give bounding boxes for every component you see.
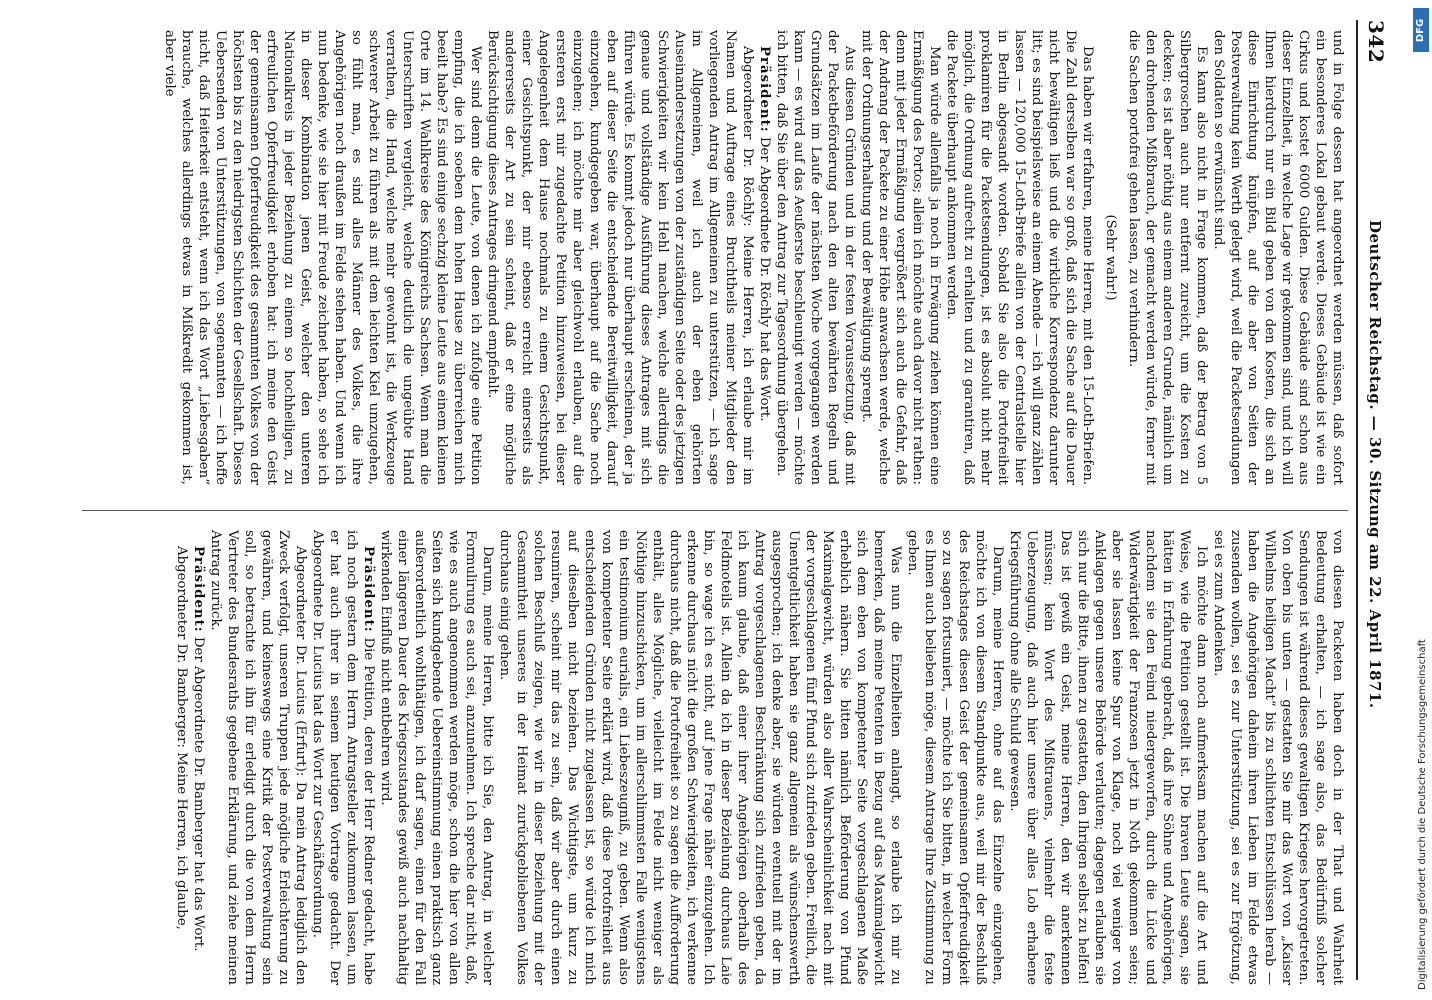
speaker-label: Präsident: bbox=[191, 546, 206, 633]
speaker-label: Präsident: bbox=[361, 546, 376, 633]
speaker-label: Präsident: bbox=[757, 46, 772, 133]
body-paragraph: Was nun die Einzelheiten anlangt, so erlaube ich mir zu bemerken, daß meine Petenten in Bezug auf das Maximalgewicht sich dem eben von kompetenter Seite vorgeschlagenen Maße erheblich nähern. Sie bitten nämlich Beförderung von Pfund Maximalgewicht, würden also aller Wahrscheinlichkeit nach mit der vorgeschlagenen fünf Pfund sich zufrieden geben. Freilich, die Unentgeltlichkeit haben sie ganz allgemein als wünschenswerth ausgesprochen; ich denke aber, sie würden eventuell mit der im Antrag vorgeschlagenen Beschränkung sich zufrieden geben, da ich kaum glaube, daß einer ihrer Angehörigen oberhalb des Feldmoteils ist. Allein da ich in dieser Beziehung durchaus Laie bin, so wage ich es nicht, auf jene Frage näher einzugehen. Ich erkenne durchaus nicht die großen Schwierigkeiten, ich verkenne durchaus nicht, daß die Portofreiheit so zu sagen die Aufforderung enthält, alles Mögliche, vielleicht im Felde nicht weniger als Nöthige hinzuschicken, um im allerschlimmsten Falle wenigstens ein testimonium eurialis, ein Liebeszeugniß, zu geben. Wenn also von kompetenter Seite erklärt wird, daß diese Portofreiheit aus entscheidenden Gründen nicht zugelassen ist, so würde ich mich auf dieselben nicht beziehen. Das Wichtigste, um kurz zu resumiren, scheint mir das zu sein, daß wir aber durch einen solchen Beschluß zeigen, wie wir in dieser Beziehung mit der Gesammtheit unseres in der Heimat zurückgebliebenen Volkes durchaus einig gehen. bbox=[497, 530, 903, 985]
running-head bbox=[1358, 20, 1392, 980]
header-rule bbox=[1356, 20, 1358, 980]
page-number: 342 bbox=[1364, 20, 1388, 64]
speaker-paragraph bbox=[309, 530, 377, 985]
body-paragraph: Aus diesen Gründen und in der festen Voraussetzung, daß mit der Packetbeförderung nach den alten bewährten Regeln und Grundsätzen im Laufe der nächsten Woche vorgegangen werden kann — es wird auf das Aeußerste beschleunigt werden — möchte ich bitten, daß Sie über den Antrag zur Tagesordnung übergehen. bbox=[774, 30, 857, 485]
attribution-strip bbox=[1410, 0, 1432, 1000]
body-paragraph: Darum, meine Herren, bitte ich Sie, den Antrag, in welcher Formulirung es auch sei, anzunehmen. Ich spreche dar nicht, daß, wie es auch angenommen werden möge, schon die hier von allen Seiten sich kundgebende Uebereinstimmung einen praktisch ganz außerordentlich wohlthätigen, ich darf sagen, einen für den Fall einer längeren Dauer des Kriegszustandes gewiß auch nachhaltig wirkenden Einfluß nicht entbehren wird. bbox=[378, 530, 495, 985]
speaker-text: Der Abgeordnete Dr. Röchly hat das Wort. bbox=[757, 132, 772, 422]
body-paragraph: Man würde allenfalls ja noch in Erwägung ziehen können eine Ermäßigung des Portos; allein ich möchte auch davor nicht rathen: denn mit jeder Ermäßigung vergrößert sich auch die Gefahr, daß der Andrang der Packete zu einer Höhe anwachsen werde, welche mit der Ordnungserhaltung und der Bewältigung sprengt. bbox=[859, 30, 942, 485]
body-paragraph: Wer sind denn die Leute, von denen ich zufolge eine Petition empfing, die ich soeben dem hohen Hause zu überreichen mich beeilt habe? Es sind einige sechzig kleine Leute aus einem kleinen Orte im 14. Wahlkreise des Königreichs Sachsen. Wenn man die Unterschriften vergleicht, welche deutlich die ungeübte Hand verrathen, die Hand, welche mehr gewohnt ist, die Werkzeuge schwerer Arbeit zu führen als mit dem leichten Kiel umzugehen, so fühlt man, es sind alles Männer des Volkes, die ihre Angehörigen noch draußen im Felde stehen haben. Und wenn ich nun bedenke, wie sie hier mit Freude zeichnet haben, so sehe ich in dieser Kombination jenen Geist, welcher den unteren Nationalkreis in jeder Beziehung zu einem so hochheiligen, zu erfreulichen Opferfreudigkeit erhoben hat: ich meine den Geist der gemeinsamen Opferfreudigkeit des gesammten Volkes von der höchsten bis zu den niedrigsten Schichten der Gesellschaft. Dieses Uebersenden von Unterstützungen, von sogenannten — ich hoffe nicht, daß Heiterkeit entsteht, wenn ich das Wort „Liebesgaben“ brauche, welches allerdings etwas in Mißkredit gekommen ist, aber viele bbox=[162, 30, 483, 485]
body-paragraph: Abgeordneter Dr. Röchly: Meine Herren, ich erlaube mir im Namen und Auftrage eines Bruchtheils meiner Mitglieder den vorliegenden Antrag im Allgemeinen zu unterstützen, — ich sage im Allgemeinen, weil ich auch der eben gehörten Auseinandersetzungen von der zuständigen Seite oder des jetzigen Schwierigkeiten wir kein Hehl machen, welche allerdings die genaue und vollständige Ausführung dieses Antrages mit sich führen würde. Es kommt jedoch nur überhaupt erscheinen, der ja eben auf dieser Seite die entscheidende Bereitwilligkeit, darauf einzugehen, kundgegeben war, überhaupt auf die Sache noch einzugehen; ich möchte mir aber gleichwohl erlauben, auf die ersteren erst mir zugedachte Petition hinzuweisen, bei dieser Angelegenheit dem Hause nochmals zu einem Gesichtspunkt, einer Gesichtspunkt, der mir ebenso erreicht einerseits als andererseits der Art zu sein scheint, daß er eine mögliche Berücksichtigung dieses Antrages dringend empfiehlt. bbox=[485, 30, 755, 485]
speaker-text: Die Petition, deren der Herr Redner gedacht, habe ich noch gestern dem Herrn Antragsteller zukommen lassen, um er hat auch ihrer in seinem heutigen Vortrage gedacht. Der Abgeordnete Dr. Lucius hat das Wort zur Geschäftsordnung. bbox=[310, 530, 376, 985]
body-paragraph: Darum, meine Herren, ohne auf das Einzelne einzugehen, möchte ich von diesem Standpunkte aus, weil mir der Beschluß des Reichstages diesen Geist der gemeinsamen Opferfreudigkeit so zu sagen fortsuniert, — möchte ich Sie bitten, in welcher Form es Ihnen auch belieben möge, diesem Antrage Ihre Zustimmung zu geben. bbox=[905, 530, 1005, 985]
publication-heading: Deutscher Reichstag. — 30. Sitzung am 22. April 1871. bbox=[1366, 220, 1384, 709]
newspaper-page bbox=[62, 20, 1392, 985]
body-paragraph: Das haben wir erfahren, meine Herren, mit den 15-Loth-Briefen. Die Zahl derselben war so groß, daß sich die Sache auf die Dauer nicht bewältigen ließ und die wirkliche Korrespondenz darunter litt; es sind beispielsweise an einem Abende — ich will ganz zählen lassen — 120,000 15-Loth-Briefe allein von der Centralstelle hier in Berlin abgesandt worden. Sobald Sie also die Portofreiheit proklamiren für die Packetsendungen, ist es absolut nicht mehr möglich, die Ordnung aufrecht zu erhalten und zu garantiren, daß die Packete überhaupt ankommen werden. bbox=[944, 30, 1095, 485]
right-column bbox=[173, 530, 1346, 985]
speaker-text: Der Abgeordnete Dr. Bamberger hat das Wort. bbox=[191, 632, 206, 952]
speaker-paragraph bbox=[190, 530, 207, 985]
column-divider bbox=[82, 510, 1348, 511]
dfg-logo: DFG bbox=[1413, 8, 1429, 52]
attribution-text: Digitalisierung gefördert durch die Deutsche Forschungsgemeinschaft bbox=[1417, 639, 1428, 990]
interjection: (Sehr wahr!) bbox=[1103, 214, 1118, 301]
body-paragraph: Abgeordneter Dr. Lucius (Erfurt): Da mein Antrag lediglich den Zweck verfolgt, unseren Truppen jede mögliche Erleichterung zu gewähren, und keineswegs eine Kritik der Postverwaltung sein soll, so betrachte ich ihn für erledigt durch die von dem Herrn Vertreter des Bundesraths gegebene Erklärung, und ziehe meinen Antrag zurück. bbox=[208, 530, 308, 985]
body-paragraph: und in Folge dessen hat angeordnet werden müssen, daß sofort ein besonderes Lokal gebaut werde. Dieses Gebäude ist wie ein Cirkus und kostet 6000 Gulden. Diese Gebäude sind schon aus dieser Einzelheit, in welche Lage wir gekommen sind, und ich will Ihnen hierdurch nur ein Bild geben von den Kosten, die sich an diese Einrichtung knüpfen, auf die aber von Seiten der Postverwaltung kein Werth gelegt wird, weil die Packetsendungen den Soldaten so erwünscht sind. bbox=[1211, 30, 1345, 485]
left-column bbox=[161, 30, 1346, 485]
body-paragraph: von diesen Packeten haben doch in der That und Wahrheit Bedeutung erhalten, — ich sage also, das Bedürfniß solcher Sendungen ist während dieses gewaltigen Krieges hervorgetreten. Von oben bis unten — gestatten Sie mir das Wort von „Kaiser Wilhelms heiligen Macht“ bis zu schlichten Entschlüssen herab — haben die Angehörigen daheim ihren Lieben im Felde etwas zusenden wollen, sei es zur Unterstützung, sei es zur Ergötzung, sei es zum Andenken. bbox=[1211, 530, 1345, 985]
speaker-paragraph bbox=[756, 30, 773, 485]
body-paragraph: Es kann also nicht in Frage kommen, daß der Betrag von 5 Silbergroschen auch nur entfernt zureicht, um die Kosten zu decken; es ist aber nöthig aus einem anderen Grunde, nämlich um den drohenden Mißbrauch, der gemacht werden würde, ferner mit die Sachen portofrei gehen lassen, zu verhindern. bbox=[1126, 30, 1209, 485]
body-paragraph: Abgeordneter Dr. Bamberger: Meine Herren, ich glaube, bbox=[174, 546, 189, 930]
body-paragraph: Ich möchte dann noch aufmerksam machen auf die Art und Weise, wie die Petition gestellt ist. Die braven Leute sagen, sie hätten in Erfahrung gebracht, daß ihre Söhne und Angehörigen, nachdem sie den Feind niedergeworfen, durch die Lücke und Widerwärtigkeit der Franzosen jetzt in Noth gekommen seien; aber sie lassen keine Spur von Klage, noch viel weniger von Anklagen gegen unsere Behörde verlauten; dagegen erlauben sie sich nur die Bitte, ihnen zu gestatten, den Ihrigen selbst zu helfen! Das ist gewiß ein Geist, meine Herren, den wir anerkennen müssen; kein Wort des Mißtrauens, vielmehr die feste Ueberzeugung, daß auch hier unsere über alles Lob erhabene Kriegsführung ohne alle Schuld gewesen. bbox=[1007, 530, 1209, 985]
